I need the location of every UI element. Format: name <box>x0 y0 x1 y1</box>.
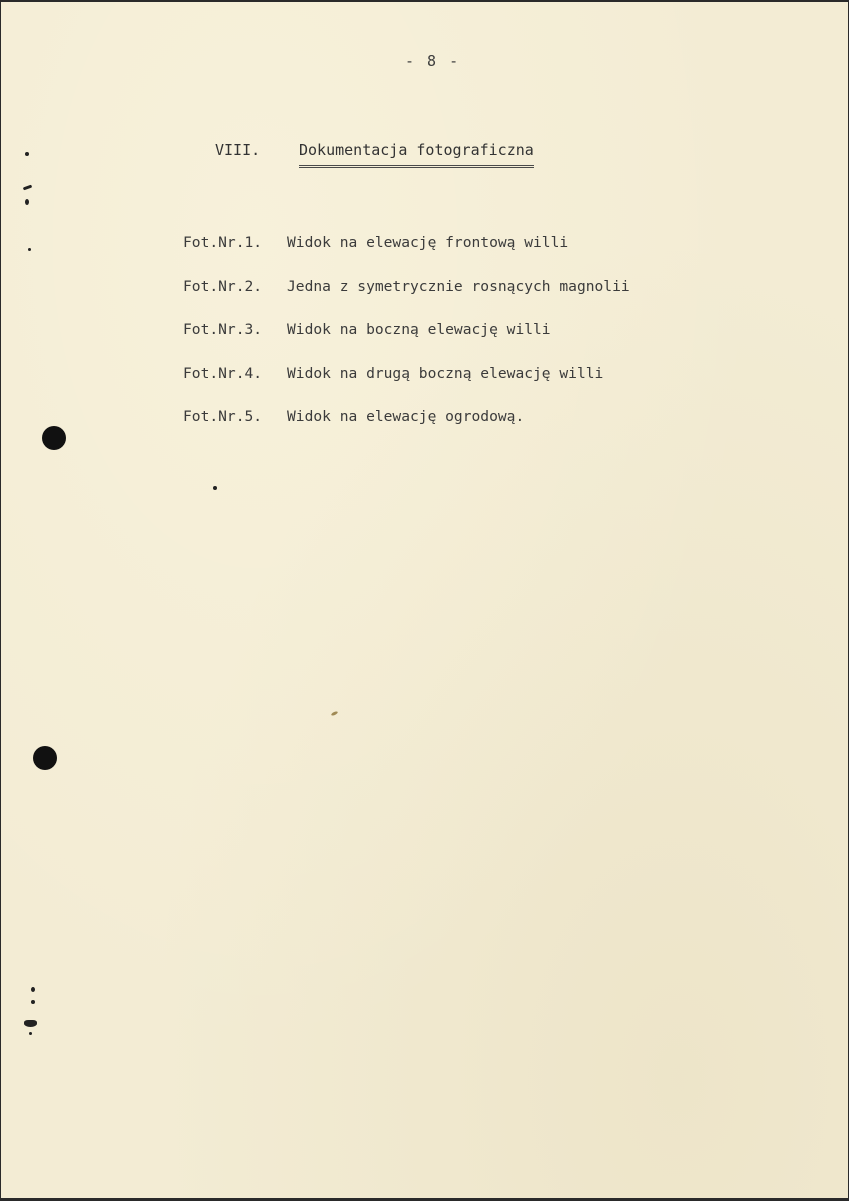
ink-speck <box>23 185 32 191</box>
section-heading <box>215 141 534 168</box>
list-item <box>183 365 630 409</box>
ink-speck <box>29 1032 32 1035</box>
photo-ref: Fot.Nr.4. <box>183 364 263 382</box>
ink-speck <box>31 987 35 992</box>
photo-ref: Fot.Nr.1. <box>183 234 263 251</box>
ink-speck <box>31 1000 35 1004</box>
list-item <box>183 321 630 365</box>
photo-ref: Fot.Nr.2. <box>183 277 263 295</box>
photo-ref: Fot.Nr.3. <box>183 321 263 338</box>
ink-speck <box>25 199 29 205</box>
section-title: Dokumentacja fotograficzna <box>299 141 534 168</box>
photo-caption: Widok na boczną elewację willi <box>287 321 551 338</box>
ink-speck <box>25 152 29 156</box>
photo-list <box>183 234 630 452</box>
ink-speck <box>331 711 339 717</box>
photo-caption: Jedna z symetrycznie rosnących magnolii <box>287 277 630 295</box>
photo-caption: Widok na elewację ogrodową. <box>287 408 525 425</box>
punch-hole-top <box>42 426 66 450</box>
section-number: VIII. <box>215 141 261 159</box>
page-number: - 8 - <box>405 52 461 70</box>
ink-speck <box>24 1020 37 1027</box>
photo-caption: Widok na drugą boczną elewację willi <box>287 364 604 382</box>
ink-speck <box>213 486 217 490</box>
list-item <box>183 234 630 278</box>
list-item <box>183 278 630 322</box>
ink-speck <box>28 248 31 251</box>
punch-hole-bottom <box>33 746 57 770</box>
photo-ref: Fot.Nr.5. <box>183 408 263 425</box>
photo-caption: Widok na elewację frontową willi <box>287 234 569 251</box>
document-page <box>1 2 848 1198</box>
list-item <box>183 408 630 452</box>
